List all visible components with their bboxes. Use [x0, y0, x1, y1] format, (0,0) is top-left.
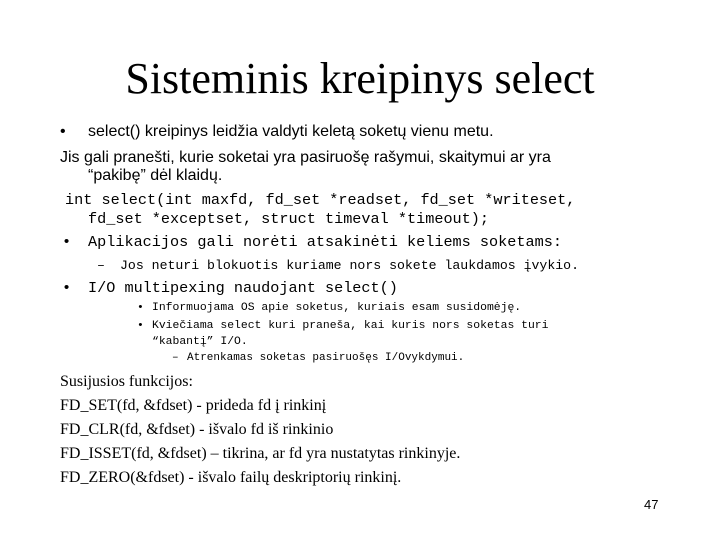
func-fd-clr: FD_CLR(fd, &fdset) - išvalo fd iš rinkinio — [60, 421, 334, 438]
dash-marker: – — [172, 352, 179, 364]
capability-text-line2: “pakibę” dėl klaidų. — [88, 167, 223, 184]
io-bullet-text: I/O multipexing naudojant select() — [88, 279, 398, 297]
bullet-marker: • — [62, 233, 72, 251]
bullet-marker: • — [137, 302, 144, 314]
bullet-marker: • — [60, 123, 66, 140]
bullet-marker: • — [62, 279, 72, 297]
capability-text-line1: Jis gali pranešti, kurie soketai yra pasiruošę rašymui, skaitymui ar yra — [60, 149, 551, 166]
slide-title: Sisteminis kreipinys select — [125, 54, 595, 103]
apps-bullet-text: Aplikacijos gali norėti atsakinėti keliems soketams: — [88, 233, 562, 251]
nonblock-subitem: Jos neturi blokuotis kuriame nors sokete laukdamos įvykio. — [120, 258, 579, 273]
bullet-marker: • — [137, 320, 144, 332]
call-select-subitem-line2: “kabantį” I/O. — [152, 336, 248, 348]
func-fd-set: FD_SET(fd, &fdset) - prideda fd į rinkinį — [60, 397, 327, 414]
call-select-subitem-line1: Kviečiama select kuri praneša, kai kuris nors soketas turi — [152, 320, 549, 332]
code-signature-line1: int select(int maxfd, fd_set *readset, fd_set *writeset, — [65, 191, 576, 209]
select-ready-subitem: Atrenkamas soketas pasiruošęs I/Ovykdymui. — [187, 352, 465, 364]
intro-text: select() kreipinys leidžia valdyti keletą soketų vienu metu. — [88, 123, 494, 140]
inform-os-subitem: Informuojama OS apie soketus, kuriais esam susidomėję. — [152, 302, 522, 314]
func-fd-zero: FD_ZERO(&fdset) - išvalo failų deskriptorių rinkinį. — [60, 469, 402, 486]
dash-marker: – — [97, 258, 105, 273]
page-number: 47 — [644, 497, 659, 512]
functions-header: Susijusios funkcijos: — [60, 373, 193, 390]
func-fd-isset: FD_ISSET(fd, &fdset) – tikrina, ar fd yra nustatytas rinkinyje. — [60, 445, 461, 462]
code-signature-line2: fd_set *exceptset, struct timeval *timeout); — [88, 210, 490, 228]
